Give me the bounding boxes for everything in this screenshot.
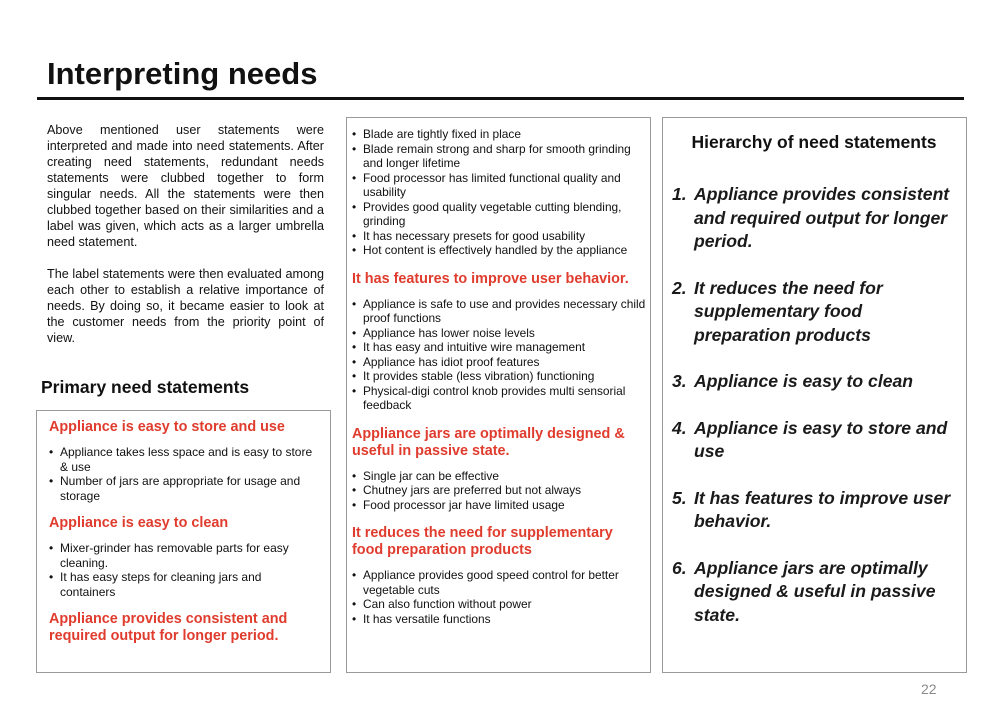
- list-item: • Physical-digi control knob provides multi sensorial feedback: [352, 383, 626, 412]
- list-item: • Chutney jars are preferred but not always: [352, 483, 582, 497]
- intro-paragraph: The label statements were then evaluated among each other to establish a relative importance of needs. By doing so, it became easier to look at the customer needs from the priority point of view.: [47, 267, 324, 345]
- title-divider: [37, 97, 964, 100]
- list-item: • It has easy and intuitive wire management: [352, 340, 586, 354]
- hierarchy-list: [672, 183, 956, 627]
- list-item: • Appliance has lower noise levels: [352, 325, 535, 340]
- primary-needs-box: [36, 410, 331, 673]
- list-item: • It provides stable (less vibration) functioning: [352, 369, 595, 383]
- intro-text: [47, 122, 324, 362]
- need-list: [352, 297, 646, 413]
- need-list: [352, 469, 646, 513]
- list-item: • Blade remain strong and sharp for smooth grinding and longer lifetime: [352, 141, 631, 170]
- page-title: Interpreting needs: [47, 56, 318, 91]
- need-statements-continued-box: [346, 117, 651, 673]
- page-number: 22: [921, 681, 937, 697]
- list-item: • It has necessary presets for good usability: [352, 228, 586, 243]
- hierarchy-title: Hierarchy of need statements: [691, 132, 937, 152]
- list-item: • Appliance takes less space and is easy to store & use: [49, 445, 313, 474]
- need-list: [49, 445, 320, 503]
- need-list: [352, 568, 646, 626]
- list-item: • Hot content is effectively handled by the appliance: [352, 243, 628, 257]
- list-item: • Mixer-grinder has removable parts for easy cleaning.: [49, 541, 289, 570]
- hierarchy-item: 2. It reduces the need for supplementary food preparation products: [672, 277, 883, 345]
- list-item: • Blade are tightly fixed in place: [352, 127, 521, 141]
- intro-paragraph: Above mentioned user statements were interpreted and made into need statements. After creating need statements, redundant needs statements were clubbed together to form singular needs. All the statements were then clubbed together based on their similarities and a label was given, which acts as a larger umbrella need statement.: [47, 123, 324, 249]
- need-group-title: It reduces the need for supplementary food preparation products: [352, 525, 613, 558]
- list-item: • It has versatile functions: [352, 611, 491, 626]
- list-item: • Can also function without power: [352, 597, 532, 611]
- need-group-title: Appliance jars are optimally designed & useful in passive state.: [352, 425, 625, 459]
- hierarchy-item: 4. Appliance is easy to store and use: [672, 417, 948, 461]
- hierarchy-item: 5. It has features to improve user behavior.: [672, 487, 951, 531]
- hierarchy-item: 3. Appliance is easy to clean: [672, 371, 914, 391]
- list-item: • Appliance provides good speed control for better vegetable cuts: [352, 568, 619, 597]
- hierarchy-box: [662, 117, 967, 673]
- need-group-title: Appliance provides consistent and required output for longer period.: [49, 611, 288, 644]
- list-item: • Provides good quality vegetable cutting blending, grinding: [352, 199, 622, 228]
- hierarchy-item: 6. Appliance jars are optimally designed & useful in passive state.: [672, 557, 936, 625]
- list-item: • Food processor has limited functional quality and usability: [352, 170, 621, 199]
- list-item: • It has easy steps for cleaning jars and containers: [49, 570, 262, 599]
- need-list: [352, 127, 646, 258]
- list-item: • Number of jars are appropriate for usage and storage: [49, 474, 301, 503]
- need-group-title: It has features to improve user behavior.: [352, 270, 629, 287]
- primary-needs-heading: Primary need statements: [41, 377, 250, 397]
- need-group-title: Appliance is easy to store and use: [49, 419, 285, 435]
- list-item: • Appliance has idiot proof features: [352, 354, 540, 369]
- list-item: • Food processor jar have limited usage: [352, 497, 565, 512]
- list-item: • Single jar can be effective: [352, 468, 499, 483]
- need-list: [49, 541, 320, 599]
- hierarchy-item: 1. Appliance provides consistent and required output for longer period.: [672, 184, 950, 251]
- list-item: • Appliance is safe to use and provides necessary child proof functions: [352, 296, 646, 325]
- need-group-title: Appliance is easy to clean: [49, 515, 229, 531]
